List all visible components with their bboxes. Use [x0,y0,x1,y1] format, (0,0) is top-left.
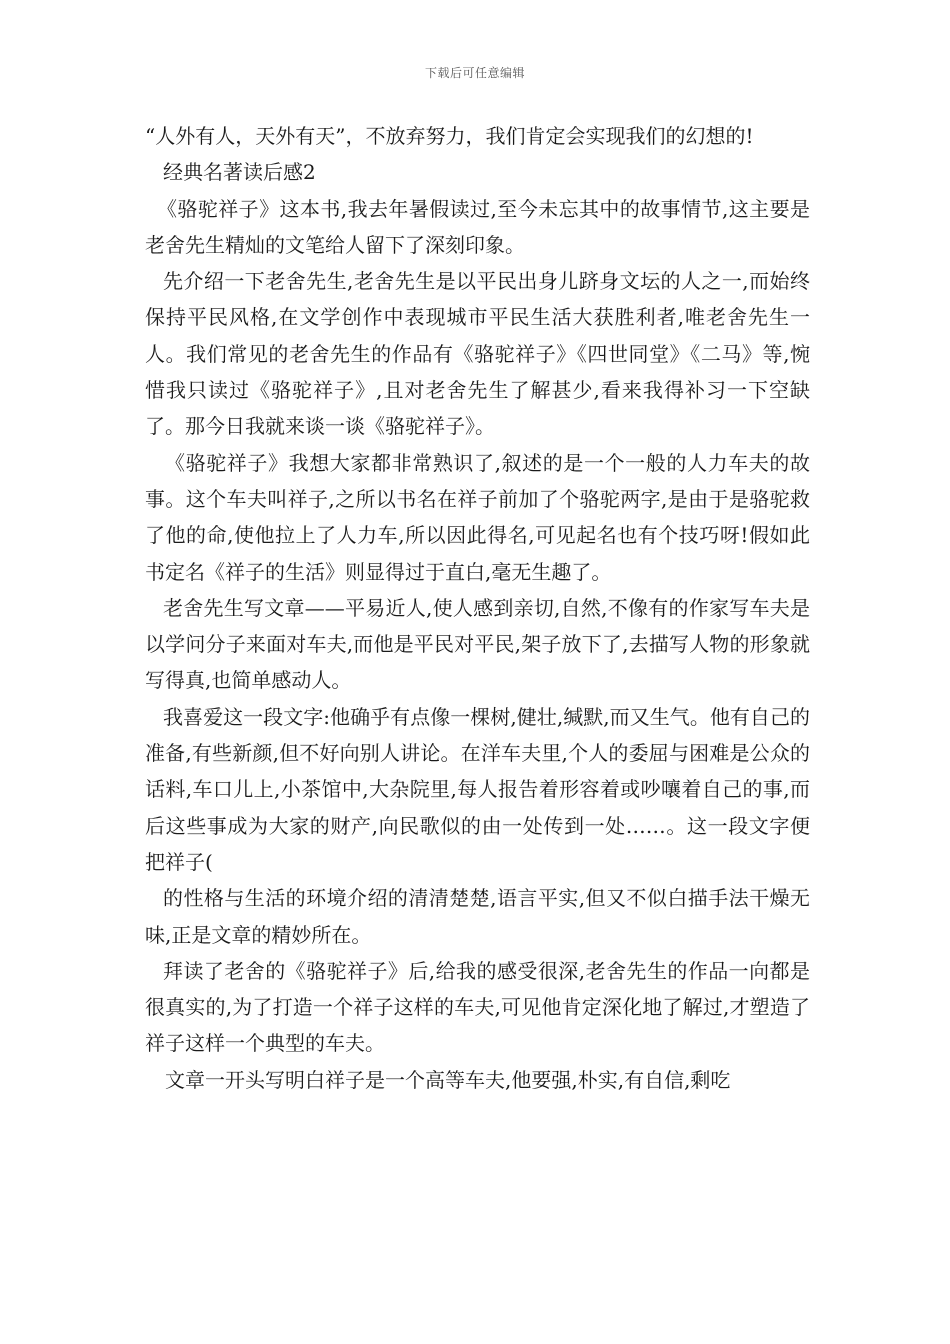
paragraph: 拜读了老舍的《骆驼祥子》后,给我的感受很深,老舍先生的作品一向都是很真实的,为了打造一个祥子这样的车夫,可见他肯定深化地了解过,才塑造了祥子这样一个典型的车夫。 [145,958,810,1056]
section-heading: 经典名著读后感2 [163,160,316,185]
paragraph: 的性格与生活的环境介绍的清清楚楚,语言平实,但又不似白描手法干燥无味,正是文章的精妙所在。 [145,886,810,947]
paragraph: 我喜爱这一段文字:他确乎有点像一棵树,健壮,缄默,而又生气。他有自己的准备,有些新颜,但不好向别人讲论。在洋车夫里,个人的委屈与困难是公众的话料,车口儿上,小茶馆中,大杂院里,每人报告着形容着或吵嚷着自己的事,而后这些事成为大家的财产,向民歌似的由一处传到一处……。这一段文字便把祥子( [145,704,810,874]
paragraph: 老舍先生写文章——平易近人,使人感到亲切,自然,不像有的作家写车夫是以学问分子来面对车夫,而他是平民对平民,架子放下了,去描写人物的形象就写得真,也简单感动人。 [145,595,810,693]
document-body [145,118,810,1098]
paragraph: 文章一开头写明白祥子是一个高等车夫,他要强,朴实,有自信,剩吃 [165,1067,731,1092]
paragraph: 《骆驼祥子》我想大家都非常熟识了,叙述的是一个一般的人力车夫的故事。这个车夫叫祥子,之所以书名在祥子前加了个骆驼两字,是由于是骆驼救了他的命,使他拉上了人力车,所以因此得名,可见起名也有个技巧呀!假如此书定名《祥子的生活》则显得过于直白,毫无生趣了。 [145,450,810,584]
paragraph: 《骆驼祥子》这本书,我去年暑假读过,至今未忘其中的故事情节,这主要是老舍先生精灿的文笔给人留下了深刻印象。 [145,196,810,257]
page-header-note: 下载后可任意编辑 [424,66,525,80]
paragraph: “人外有人，天外有天”，不放弃努力，我们肯定会实现我们的幻想的! [145,124,754,148]
paragraph: 先介绍一下老舍先生,老舍先生是以平民出身儿跻身文坛的人之一,而始终保持平民风格,在文学创作中表现城市平民生活大获胜利者,唯老舍先生一人。我们常见的老舍先生的作品有《骆驼祥子》《四世同堂》《二马》等,惋惜我只读过《骆驼祥子》,且对老舍先生了解甚少,看来我得补习一下空缺了。那今日我就来谈一谈《骆驼祥子》。 [145,269,810,439]
